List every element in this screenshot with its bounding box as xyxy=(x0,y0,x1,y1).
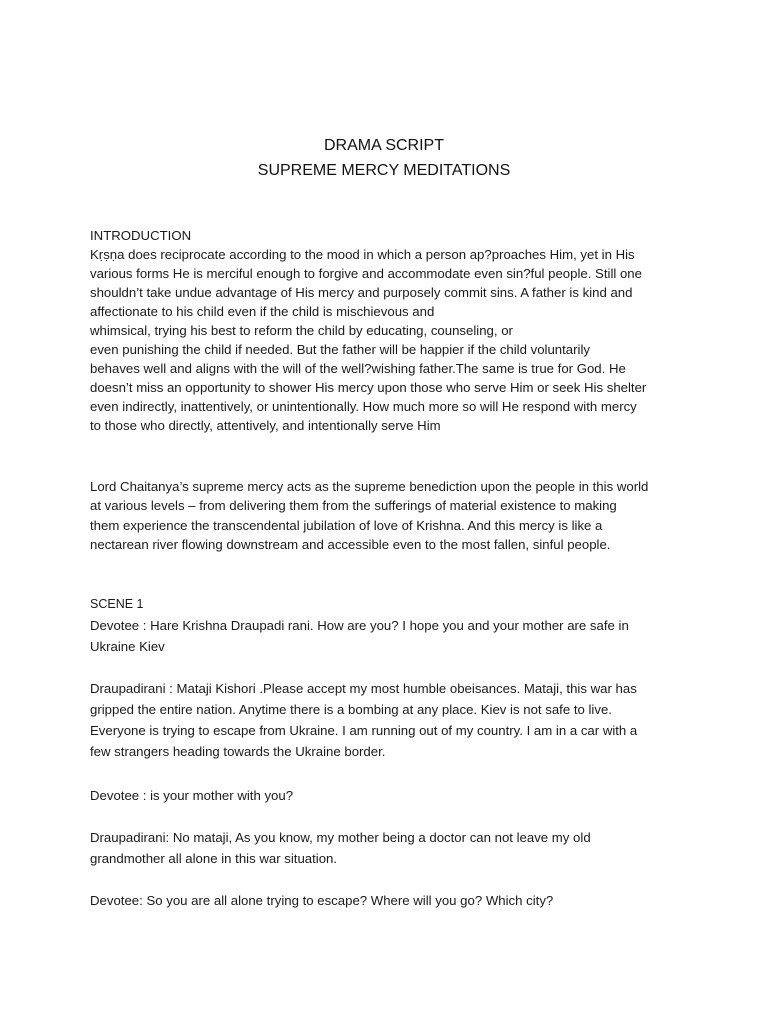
dialogue-line: Draupadirani : Mataji Kishori .Please accept my most humble obeisances. Mataji, this war has xyxy=(90,681,637,696)
title-line-2: SUPREME MERCY MEDITATIONS xyxy=(257,162,511,179)
supreme-mercy-paragraph xyxy=(90,477,690,554)
intro-line: Kṛṣṇa does reciprocate according to the mood in which a person ap?proaches Him, yet in His xyxy=(90,247,635,262)
dialogue-draupadirani-war xyxy=(90,678,690,762)
dialogue-line: Devotee : Hare Krishna Draupadi rani. How are you? I hope you and your mother are safe in xyxy=(90,618,629,633)
dialogue-line: Everyone is trying to escape from Ukraine. I am running out of my country. I am in a car with a xyxy=(90,723,638,738)
intro-line: various forms He is merciful enough to forgive and accommodate even sin?ful people. Still one xyxy=(90,266,642,281)
intro-line: to those who directly, attentively, and intentionally serve Him xyxy=(90,418,441,433)
intro-line: whimsical, trying his best to reform the child by educating, counseling, or xyxy=(90,323,513,338)
dialogue-devotee-greeting xyxy=(90,615,690,657)
dialogue-draupadirani-mother xyxy=(90,827,690,869)
title-line-1: DRAMA SCRIPT xyxy=(323,137,444,154)
dialogue-line: few strangers heading towards the Ukraine border. xyxy=(90,744,386,759)
dialogue-line: grandmother all alone in this war situation. xyxy=(90,851,338,866)
scene-heading: SCENE 1 xyxy=(90,597,144,611)
paragraph-line: nectarean river flowing downstream and accessible even to the most fallen, sinful people. xyxy=(90,536,611,552)
paragraph-line: at various levels – from delivering them from the sufferings of material existence to making xyxy=(90,498,617,514)
paragraph-line: them experience the transcendental jubilation of love of Krishna. And this mercy is like a xyxy=(90,517,603,533)
paragraph-line: Lord Chaitanya’s supreme mercy acts as the supreme benediction upon the people in this world xyxy=(90,479,649,494)
dialogue-line: gripped the entire nation. Anytime there is a bombing at any place. Kiev is not safe to live. xyxy=(90,702,612,717)
dialogue-line: Ukraine Kiev xyxy=(90,639,165,654)
document-title xyxy=(0,133,768,183)
dialogue-devotee-mother xyxy=(90,785,690,806)
dialogue-line: Devotee : is your mother with you? xyxy=(90,788,294,803)
intro-line: shouldn’t take undue advantage of His mercy and purposely commit sins. A father is kind and xyxy=(90,285,633,300)
intro-line: even indirectly, inattentively, or unintentionally. How much more so will He respond with mercy xyxy=(90,399,637,414)
dialogue-devotee-escape xyxy=(90,890,690,911)
introduction-section xyxy=(90,226,690,435)
dialogue-line: Draupadirani: No mataji, As you know, my mother being a doctor can not leave my old xyxy=(90,830,591,845)
dialogue-line: Devotee: So you are all alone trying to escape? Where will you go? Which city? xyxy=(90,893,554,908)
introduction-heading: INTRODUCTION xyxy=(90,228,192,243)
intro-line: affectionate to his child even if the child is mischievous and xyxy=(90,304,435,319)
intro-line: doesn’t miss an opportunity to shower His mercy upon those who serve Him or seek His shelter xyxy=(90,380,647,395)
intro-line: behaves well and aligns with the will of the well?wishing father.The same is true for God. He xyxy=(90,361,626,376)
intro-line: even punishing the child if needed. But the father will be happier if the child voluntarily xyxy=(90,342,590,357)
